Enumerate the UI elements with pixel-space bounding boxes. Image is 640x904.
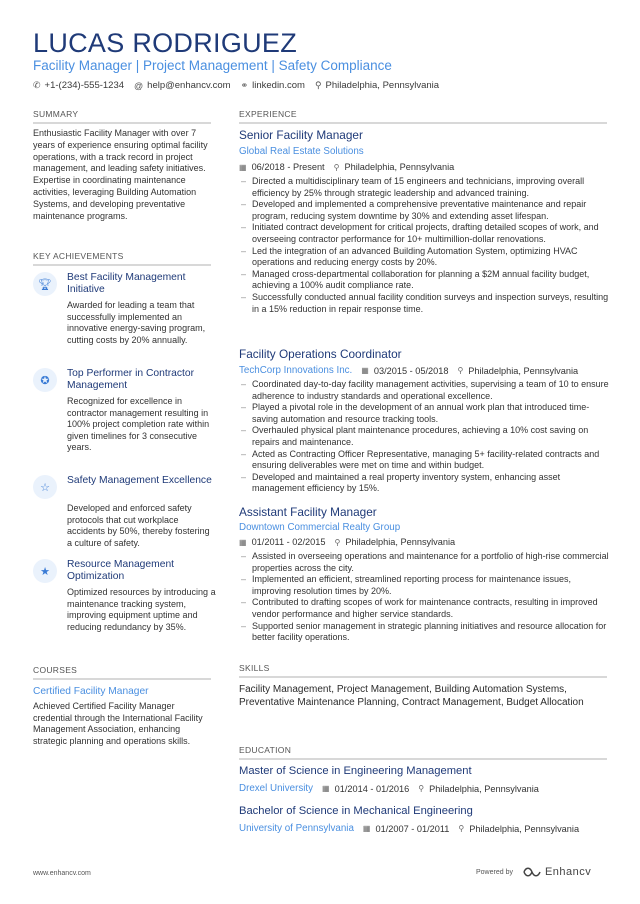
trophy-icon: 🏆︎ (33, 272, 57, 296)
resume-name: LUCAS RODRIGUEZ (33, 28, 298, 58)
job-title: Assistant Facility Manager (239, 505, 377, 519)
powered-by-label: Powered by (476, 868, 513, 876)
star-badge-icon: ✪ (33, 368, 57, 392)
job-bullet: – Managed cross-departmental collaboration for planning a $2M annual facility budget, achieving a 100% audit compliance rate. (239, 269, 609, 292)
job-bullet: – Implemented an efficient, streamlined reporting process for maintenance issues, improving resolution times by 20%. (239, 574, 609, 597)
education-school: Drexel University (239, 783, 314, 794)
summary-heading: SUMMARY (33, 109, 211, 124)
job-dates: 06/2018 - Present (251, 162, 325, 172)
job-title: Facility Operations Coordinator (239, 347, 402, 361)
location-pin-icon: ⚲ (334, 537, 341, 547)
location-pin-icon: ⚲ (457, 366, 464, 375)
achievement-desc: Optimized resources by introducing a maintenance tracking system, improving equipment uptime and reducing redundancy by 35%. (67, 587, 216, 632)
job-bullet: – Led the integration of an advanced Building Automation System, optimizing HVAC operations and reducing energy costs by 20%. (239, 246, 609, 269)
footer-site-link[interactable]: www.enhancv.com (33, 870, 91, 877)
achievement-title: Resource Management Optimization (67, 559, 175, 582)
enhancv-brand: Enhancv (544, 866, 592, 878)
job-bullet: – Developed and implemented a comprehensive preventative maintenance and repair program, reducing system downtime by 30% and extending asset lifespan. (239, 199, 609, 222)
job-dates: 03/2015 - 05/2018 (373, 365, 449, 376)
job-bullets (239, 379, 609, 495)
location-pin-icon: ⚲ (418, 784, 425, 793)
link-icon: ⚭ (240, 80, 249, 90)
job-dates: 01/2011 - 02/2015 (251, 537, 326, 547)
job-bullets (239, 551, 609, 644)
contact-bar (33, 80, 439, 91)
job-location: Philadelphia, Pennsylvania (344, 162, 455, 172)
calendar-icon: ▦ (361, 366, 369, 375)
phone-icon: ✆ (33, 80, 41, 90)
job-title: Senior Facility Manager (239, 128, 363, 142)
education-location: Philadelphia, Pennsylvania (469, 823, 580, 834)
calendar-icon: ▦ (322, 784, 330, 793)
job-bullets (239, 176, 609, 315)
calendar-icon: ▦ (362, 824, 371, 833)
experience-heading: EXPERIENCE (239, 109, 607, 124)
job-bullet: – Played a pivotal role in the development of an annual work plan that introduced time-saving automation and resource tracking tools. (239, 402, 609, 425)
job-meta-row (239, 162, 454, 172)
achievement-title: Best Facility Management Initiative (67, 272, 186, 295)
star-outline-icon: ☆ (33, 475, 57, 499)
skills-heading: SKILLS (239, 663, 607, 678)
education-degree: Bachelor of Science in Mechanical Engineering (239, 805, 473, 817)
enhancv-logo[interactable] (523, 866, 591, 878)
skills-text: Facility Management, Project Management, Building Automation Systems, Preventative Maintenance Planning, Contract Management, Budget Allocation (239, 684, 584, 708)
job-company: Downtown Commercial Realty Group (239, 522, 401, 533)
job-location: Philadelphia, Pennsylvania (468, 365, 579, 376)
job-meta-row (239, 365, 578, 376)
education-heading: EDUCATION (239, 745, 607, 760)
achievement-title: Safety Management Excellence (67, 475, 212, 486)
job-bullet: – Overhauled physical plant maintenance procedures, achieving a 10% cost saving on repairs and maintenance. (239, 425, 609, 448)
job-bullet: – Coordinated day-to-day facility management activities, supervising a team of 10 to ensure adherence to industry standards and operational excellence. (239, 379, 609, 402)
job-bullet: – Successfully conducted annual facility condition surveys and inspection surveys, resulting in a 15% reduction in repair response time. (239, 292, 609, 315)
education-dates: 01/2014 - 01/2016 (334, 783, 410, 794)
education-school: University of Pennsylvania (239, 823, 354, 834)
job-bullet: – Developed and maintained a real property inventory system, enhancing asset management efficiency by 15%. (239, 472, 609, 495)
location-pin-icon: ⚲ (314, 80, 322, 90)
courses-heading: COURSES (33, 665, 211, 680)
education-degree: Master of Science in Engineering Management (239, 765, 472, 777)
enhancv-logo-icon (523, 867, 541, 877)
achievement-title: Top Performer in Contractor Management (67, 368, 195, 391)
job-bullet: – Acted as Contracting Officer Representative, managing 5+ facility-related contracts and ensuring deliverables were met on time and within budget. (239, 449, 609, 472)
job-bullet: – Supported senior management in strategic planning initiatives and resource allocation for better facility operations. (239, 621, 609, 644)
calendar-icon: ▦ (239, 162, 247, 172)
contact-email[interactable]: @ help@enhancv.com (134, 80, 231, 91)
job-company-row (239, 146, 364, 157)
education-meta-row (239, 823, 579, 834)
resume-tagline: Facility Manager | Project Management | Safety Compliance (33, 58, 392, 73)
job-bullet: – Initiated contract development for critical projects, drafting detailed scopes of work, and overseeing contractor performance for 10+ multimillion-dollar renovations. (239, 222, 609, 245)
job-company: Global Real Estate Solutions (239, 146, 364, 157)
job-meta-row (239, 537, 455, 547)
achievement-desc: Recognized for excellence in contractor management resulting in 100% project completion rate within given timelines for 3 consecutive years. (67, 396, 210, 453)
contact-phone: ✆ +1-(234)-555-1234 (33, 80, 125, 91)
location-pin-icon: ⚲ (333, 162, 340, 172)
job-bullet: – Directed a multidisciplinary team of 15 engineers and technicians, improving overall efficiency by 25% through strategic leadership and advanced training. (239, 176, 609, 199)
contact-linkedin[interactable]: ⚭ linkedin.com (240, 80, 305, 91)
job-company: TechCorp Innovations Inc. (239, 365, 353, 376)
email-icon: @ (134, 80, 144, 91)
star-filled-icon: ★ (33, 559, 57, 583)
achievements-heading: KEY ACHIEVEMENTS (33, 251, 211, 266)
job-bullet: – Assisted in overseeing operations and maintenance for a portfolio of high-rise commercial properties across the city. (239, 551, 609, 574)
achievement-desc: Awarded for leading a team that successfully implemented an innovative energy-saving program, cutting costs by 20% annually. (67, 300, 206, 345)
education-dates: 01/2007 - 01/2011 (375, 823, 450, 834)
job-bullet: – Contributed to drafting scopes of work for maintenance contracts, resulting in improved vendor performance and higher service standards. (239, 597, 609, 620)
footer-branding (476, 866, 591, 878)
education-meta-row (239, 783, 539, 794)
location-pin-icon: ⚲ (458, 824, 465, 833)
contact-location: ⚲ Philadelphia, Pennsylvania (314, 80, 440, 91)
calendar-icon: ▦ (239, 537, 247, 547)
achievement-desc: Developed and enforced safety protocols that cut workplace accidents by 50%, thereby fostering a culture of safety. (67, 503, 210, 548)
education-location: Philadelphia, Pennsylvania (429, 783, 539, 794)
course-desc: Achieved Certified Facility Manager credential through the International Facility Management Association, enhancing strategic planning and operations skills. (33, 701, 203, 746)
job-location: Philadelphia, Pennsylvania (345, 537, 456, 547)
job-company-row (239, 522, 400, 533)
summary-text: Enthusiastic Facility Manager with over 7 years of experience ensuring optimal facility operations, with a track record in project management, and leading safety initiatives. Expertise in coordinating maintenance activities, leveraging Building Automation Systems, and developing preventative maintenance programs. (33, 128, 208, 221)
course-title: Certified Facility Manager (33, 686, 149, 697)
